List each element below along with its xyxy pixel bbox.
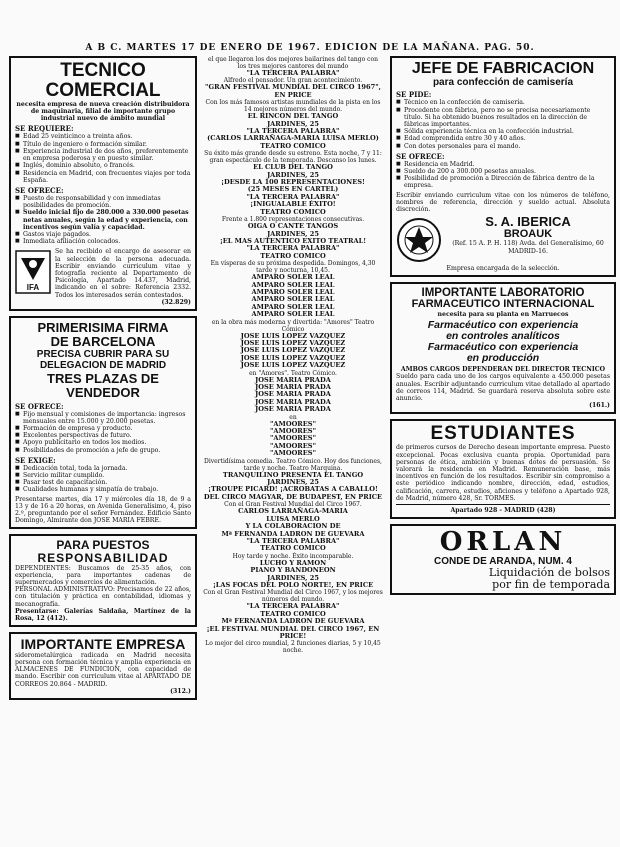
firm-name: BROAUK: [503, 227, 553, 240]
listing-line: AMPARO SOLER LEAL: [251, 273, 335, 282]
firm-address: (Ref. 15 A. P. H. 118) Avda. del Generalísimo, 60 MADRID-16.: [452, 240, 604, 255]
ad-reference: (312.): [170, 687, 191, 695]
ad-subtitle: necesita para su planta en Marruecos: [437, 310, 569, 318]
listing-line: CARLOS LARRAÑAGA-MARIA: [238, 507, 348, 516]
listing-line: "LA TERCERA PALABRA": [246, 192, 340, 201]
position-title: en producción: [466, 352, 540, 365]
offer-list: [15, 195, 191, 245]
listing-line: AMPARO SOLER LEAL: [251, 280, 335, 289]
listing-line: en la obra más moderna y divertida: "Amores" Teatro Cómico: [211, 318, 375, 333]
list-item: ■ Inglés, dominio absoluto, o francés.: [15, 162, 191, 169]
list-item: ■ Sueldo de 200 a 300.000 pesetas anuales.: [396, 168, 610, 175]
ad-title: JEFE DE FABRICACION: [411, 60, 595, 77]
ad-paragraph: PERSONAL ADMINISTRATIVO: Precisamos de 22 años, con titulación y práctica en contabilidad, idiomas y mecanografía.: [15, 586, 191, 608]
listing-line: JOSE MARIA PRADA: [255, 397, 331, 406]
ad-paragraph: Presentarse: Galerías Saldaña, Martínez de la Rosa, 12 (412).: [15, 607, 191, 622]
ad-closing: Escribir enviando curriculum vitae con los números de teléfono, nombres de referencia, dirección y sueldo actual. Absoluta discreción.: [396, 191, 610, 213]
listing-line: "AMOORES": [269, 449, 317, 458]
list-item: ■ Sueldo inicial fijo de 280.000 a 330.000 pesetas netas anuales, según la edad y experiencia, con incentivos según valía y capacidad.: [15, 209, 191, 231]
listing-line: JARDINES, 25: [267, 573, 319, 582]
listing-line: "AMOORES": [269, 419, 317, 428]
ad-laboratorio: [390, 282, 616, 414]
ad-title: IMPORTANTE EMPRESA: [20, 636, 186, 653]
ad-title: FARMACEUTICO INTERNACIONAL: [411, 298, 595, 311]
column-entertainment: [203, 56, 383, 654]
section-label: SE OFRECE:: [15, 401, 64, 411]
ad-subtitle: PRECISA CUBRIR PARA SU: [36, 349, 170, 361]
list-item: ■ Fijo mensual y comisiones de importancia: ingresos mensuales entre 15.000 y 20.000 pesetas.: [15, 411, 191, 425]
listing-line: Su éxito más grande desde su estreno. Esta noche, 7 y 11: gran espectáculo de la temporada. Descanso los lunes.: [204, 150, 382, 165]
ad-tecnico-comercial: [9, 56, 197, 311]
ad-note: AMBOS CARGOS DEPENDERAN DEL DIRECTOR TECNICO: [400, 366, 606, 374]
listing-line: LUISA MERLO: [266, 514, 320, 523]
page-header: A B C. MARTES 17 DE ENERO DE 1967. EDICION DE LA MAÑANA. PAG. 50.: [85, 43, 535, 53]
listing-line: TEATRO COMICO: [260, 141, 326, 150]
listing-line: Lo mejor del circo mundial, 2 funciones diarias, 5 y 10,45 noche.: [205, 640, 381, 655]
ad-orlan: [390, 524, 616, 595]
listing-line: JOSE MARIA PRADA: [255, 390, 331, 399]
listing-line: ¡EL FESTIVAL MUNDIAL DEL CIRCO 1967, EN PRICE!: [206, 624, 380, 640]
listing-line: ¡DESDE LA 100 REPRESENTACIONES!: [221, 178, 365, 187]
list-item: ■ Edad 25 veinticinco a treinta años.: [15, 133, 191, 140]
list-item: ■ Gastos viaje pagados.: [15, 231, 191, 238]
list-item: ■ Residencia en Madrid.: [396, 161, 610, 168]
listing-line: ¡EL MAS AUTENTICO EXITO TEATRAL!: [219, 236, 367, 245]
listing-line: Hoy tarde y noche. Éxito incomparable.: [232, 552, 354, 560]
ad-reference: (161.): [589, 402, 610, 410]
listing-line: en "Amores". Teatro Cómico.: [249, 369, 337, 377]
listing-line: Con los más famosos artistas mundiales de la pista en los 14 mejores números del mundo.: [205, 99, 381, 114]
ad-paragraph: siderometalúrgica radicada en Madrid necesita persona con formación técnica y amplia experiencia en ALMACENES DE FUNDICION, con capacidad de mando. Escribir con curriculum vitae al APARTADO DE CORREOS 20.864 - MADRID.: [15, 651, 191, 688]
ad-subtitle: por fin de temporada: [492, 577, 610, 591]
position-title: en controles analíticos: [446, 330, 560, 343]
list-item: ■ Formación de empresa y producto.: [15, 425, 191, 432]
section-label: SE EXIGE:: [15, 455, 56, 465]
ad-paragraph: de primeros cursos de Derecho desean importante empresa. Puesto excepcional. Pocas exclusiva cuanta propia. Oportunidad para personas de ética, ambición y buenas dotes de persuasión. Se valorará la residencia en Madrid. Remuneración base, más incentivos en función de los resultados. Escribir sin compromiso a este periódico indicando nombre, dirección, edad, estudios, calificación, carrera, estudios, aficiones y teléfono a Apartado 928, de Madrid, número 428, Sr. TORMES.: [396, 444, 610, 502]
listing-line: En vísperas de su próxima despedida. Domingos, 4,30 tarde y nocturna, 10,45.: [210, 260, 376, 275]
listing-line: "AMOORES": [269, 441, 317, 450]
ad-title: RESPONSABILIDAD: [37, 550, 169, 565]
ad-estudiantes: [390, 419, 616, 519]
ad-reference: (32.829): [161, 298, 191, 306]
firm-name: S. A. IBERICA: [485, 215, 571, 230]
listing-line: Con el Gran Festival Mundial del Circo 1967, y los mejores números del mundo.: [203, 589, 383, 604]
listing-line: el que llegaron los dos mejores bailarines del tango con los tres mejores cantores del mundo: [208, 56, 378, 70]
listing-line: JOSE MARIA PRADA: [255, 375, 331, 384]
company-seal-icon: [396, 217, 442, 263]
list-item: ■ Excelentes perspectivas de futuro.: [15, 432, 191, 439]
listing-line: AMPARO SOLER LEAL: [251, 295, 335, 304]
position-title: Farmacéutico con experiencia: [427, 319, 579, 332]
ad-footer: Apartado 928 - MADRID (428): [450, 507, 556, 514]
listing-line: TEATRO COMICO: [260, 207, 326, 216]
ad-note: Empresa encargada de la selección.: [446, 265, 560, 273]
listing-line: "GRAN FESTIVAL MUNDIAL DEL CIRCO 1967", EN PRICE: [205, 83, 381, 99]
list-item: ■ Posibilidad de promoción a Dirección de fábrica dentro de la empresa.: [396, 175, 610, 189]
listing-line: Y LA COLABORACION DE: [245, 522, 341, 531]
list-item: ■ Servicio militar cumplido.: [15, 472, 191, 479]
listing-line: (CARLOS LARRAÑAGA-MARIA LUISA MERLO): [207, 134, 379, 143]
ad-intro: necesita empresa de nueva creación distribuidora de maquinaria, filial de importante grupo industrial nuevo de ámbito mundial: [16, 100, 190, 123]
list-item: ■ Puesto de responsabilidad y con inmediatas posibilidades de promoción.: [15, 195, 191, 209]
list-item: ■ Experiencia industrial de dos años, preferentemente en empresa poderosa y en puesto similar.: [15, 148, 191, 162]
ad-closing: Presentarse martes, día 17 y miércoles día 18, de 9 a 13 y de 16 a 20 horas, en Avenida Generalísimo, 4, piso 2.º, preguntando por el señor Fernández. Edificio Santo Domingo, Almirante don JOSE MARIA FEBRE.: [15, 495, 191, 525]
list-item: ■ Cualidades humanas y simpatía de trabajo.: [15, 486, 191, 493]
listing-line: PIANO Y BANDONEON: [250, 566, 336, 575]
listing-line: Frente a 1.800 representaciones consecutivas.: [221, 216, 365, 224]
ad-address: CONDE DE ARANDA, NUM. 4: [434, 555, 572, 567]
ad-jefe-fabricacion: [390, 56, 616, 277]
listing-line: ¡LAS FOCAS DEL POLO NORTE!, EN PRICE: [212, 580, 374, 589]
listing-line: TEATRO COMICO: [260, 251, 326, 260]
listing-line: LUCHO Y RAMON: [259, 558, 327, 567]
ad-barcelona-firm: [9, 316, 197, 529]
listing-line: JOSE LUIS LOPEZ VAZQUEZ: [240, 361, 346, 370]
listing-line: JARDINES, 25: [267, 119, 319, 128]
ad-closing: Se ha recibido el encargo de asesorar en la selección de la persona adecuada. Escribir enviando curriculum vitae y fotografía reciente al Departamento de Psicología, Apartado 14.437, Madrid, indicando en el sobre: Referencia 2332. Todos los interesados serán contestados.: [55, 248, 191, 299]
listing-line: JOSE MARIA PRADA: [255, 383, 331, 391]
listing-line: TEATRO COMICO: [260, 544, 326, 553]
listing-line: "LA TERCERA PALABRA": [246, 244, 340, 253]
listing-line: AMPARO SOLER LEAL: [251, 302, 335, 311]
listing-line: en: [289, 413, 297, 421]
ad-title: ESTUDIANTES: [430, 423, 576, 445]
requirement-list: [15, 133, 191, 183]
listing-line: ¡TROUPE PICARD! ¡ACROBATAS A CABALLO! DEL CIRCO MAGYAR, DE BUDAPEST, EN PRICE: [203, 485, 383, 501]
listing-line: AMPARO SOLER LEAL: [251, 287, 335, 296]
ad-subtitle: DELEGACION DE MADRID: [39, 359, 167, 371]
list-item: ■ Residencia en Madrid, con frecuentes viajes por toda España.: [15, 170, 191, 184]
listing-line: "LA TERCERA PALABRA": [246, 602, 340, 611]
ad-subtitle: Liquidación de bolsos: [488, 566, 610, 579]
listing-line: JOSE LUIS LOPEZ VAZQUEZ: [240, 331, 346, 340]
ad-paragraph: DEPENDIENTES: Buscamos de 25-35 años, con experiencia, para importantes cadenas de supermercados y comercios de alimentación.: [15, 564, 191, 586]
listing-line: "AMOORES": [269, 434, 317, 443]
ad-title: PARA PUESTOS: [56, 538, 150, 553]
list-item: ■ Con dotes personales para el mando.: [396, 143, 610, 150]
column-left: [9, 56, 197, 705]
list-item: ■ Dedicación total, toda la jornada.: [15, 465, 191, 472]
listing-line: TEATRO COMICO: [260, 609, 326, 618]
listing-line: JOSE LUIS LOPEZ VAZQUEZ: [240, 346, 346, 355]
listing-line: AMPARO SOLER LEAL: [251, 310, 335, 319]
listing-line: "LA TERCERA PALABRA": [246, 536, 340, 545]
listing-line: EL RINCON DEL TANGO: [247, 112, 339, 121]
listing-line: JOSE LUIS LOPEZ VAZQUEZ: [240, 338, 346, 347]
position-title: Farmacéutico con experiencia: [427, 341, 579, 354]
ad-paragraph: Sueldo para cada uno de los cargos equivalente a 450.000 pesetas anuales. Escribir adjuntando curriculum vitae detallado al apartado de correos 114, Madrid. Se guardará reserva absoluta sobre este anuncio.: [396, 373, 610, 403]
list-item: ■ Apoyo publicitario en todos los medios.: [15, 439, 191, 446]
listing-line: (25 MESES EN CARTEL): [247, 185, 339, 194]
ad-title: ORLAN: [439, 527, 567, 558]
ad-title: DE BARCELONA: [50, 333, 156, 349]
section-label: SE OFRECE:: [15, 185, 64, 195]
list-item: ■ Técnico en la confección de camisería.: [396, 99, 610, 106]
section-label: SE REQUIERE:: [15, 124, 74, 134]
list-item: ■ Procedente con fábrica, pero no se precisa necesariamente título. Si ha obtenido buenos resultados en la dirección de fábricas importantes.: [396, 107, 610, 129]
listing-line: JARDINES, 25: [267, 229, 319, 238]
list-item: ■ Sólida experiencia técnica en la confección industrial.: [396, 128, 610, 135]
ad-headline: TRES PLAZAS DE VENDEDOR: [47, 371, 159, 400]
ad-subtitle: para confección de camisería: [432, 76, 574, 88]
listing-line: JARDINES, 25: [267, 170, 319, 179]
ad-importante-empresa: [9, 632, 197, 700]
listing-line: JARDINES, 25: [267, 478, 319, 487]
ad-title: PRIMERISIMA FIRMA: [37, 319, 169, 335]
list-item: ■ Título de ingeniero o formación similar.: [15, 141, 191, 148]
ad-puestos-responsabilidad: [9, 534, 197, 627]
listing-line: Alfredo el pensador. Un gran acontecimiento.: [223, 77, 363, 85]
ad-title: IMPORTANTE LABORATORIO: [421, 287, 585, 300]
ad-title: TECNICO COMERCIAL: [45, 60, 161, 101]
listing-line: Con el Gran Festival Mundial del Circo 1967.: [224, 501, 362, 509]
listing-line: Mª FERNANDA LADRON DE GUEVARA: [221, 617, 365, 626]
listing-line: OIGA O CANTE TANGOS: [247, 222, 339, 231]
list-item: ■ Pasar test de capacitación.: [15, 479, 191, 486]
divider: [396, 504, 610, 505]
ifa-logo-icon: [15, 250, 51, 294]
listing-line: JOSE MARIA PRADA: [255, 405, 331, 414]
column-right: [390, 56, 616, 600]
list-item: ■ Posibilidades de promoción a jefe de grupo.: [15, 447, 191, 454]
listing-line: "LA TERCERA PALABRA": [246, 127, 340, 136]
section-label: SE OFRECE:: [396, 151, 445, 161]
section-label: SE PIDE:: [396, 90, 432, 100]
list-item: ■ Inmediata afiliación colocados.: [15, 238, 191, 245]
listing-line: ¡INIGUALABLE ÉXITO!: [250, 200, 336, 209]
listing-line: "AMOORES": [269, 427, 317, 436]
listing-line: Divertidísima comedia. Teatro Cómico. Hoy dos funciones, tarde y noche. Teatro Marquina.: [204, 457, 382, 472]
listing-line: TRANQUILINO PRESENTA EL TANGO: [222, 470, 364, 479]
list-item: ■ Edad comprendida entre 30 y 40 años.: [396, 135, 610, 142]
listing-line: "LA TERCERA PALABRA": [246, 69, 340, 77]
logo-text: IFA: [26, 283, 40, 293]
listing-line: JOSE LUIS LOPEZ VAZQUEZ: [240, 353, 346, 362]
listing-line: EL CLUB DEL TANGO: [253, 163, 333, 172]
listing-line: Mª FERNANDA LADRON DE GUEVARA: [221, 529, 365, 538]
